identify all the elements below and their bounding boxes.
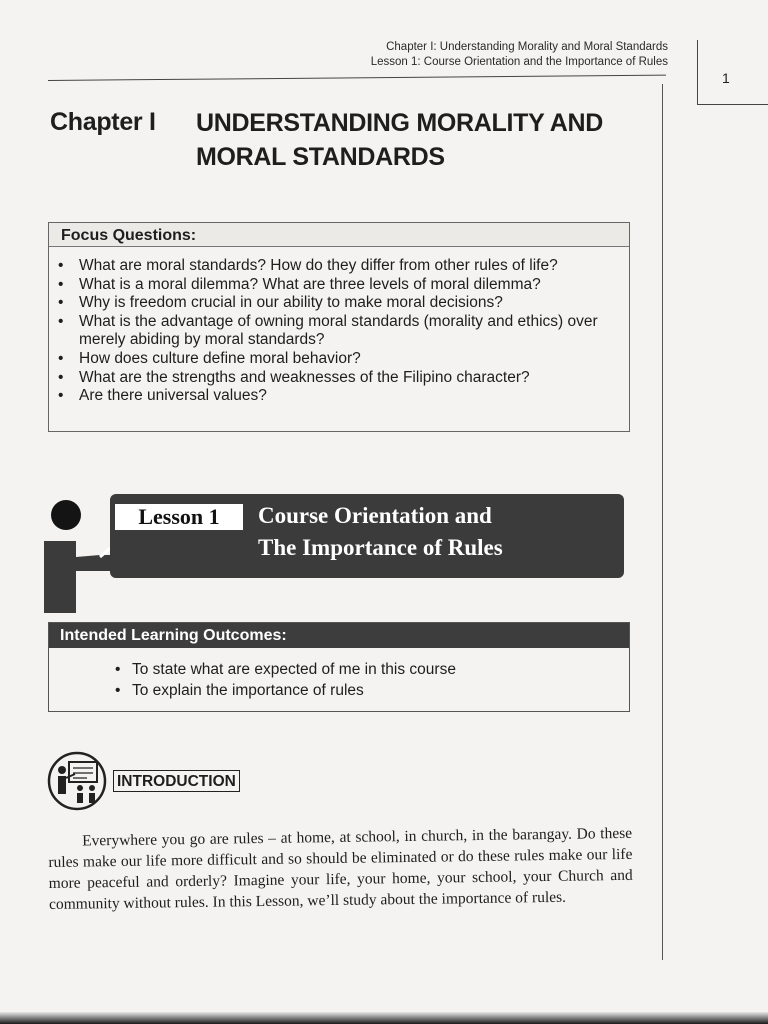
lesson-label: Lesson 1 bbox=[115, 504, 243, 530]
learning-outcomes-list bbox=[115, 659, 456, 701]
lesson-title-line-2: The Importance of Rules bbox=[258, 535, 503, 560]
introduction-label: INTRODUCTION bbox=[113, 770, 240, 792]
page-bottom-shadow bbox=[0, 1012, 768, 1024]
learning-outcome: • To explain the importance of rules bbox=[115, 680, 456, 701]
focus-question: • Why is freedom crucial in our ability to make moral decisions? bbox=[55, 294, 619, 313]
focus-questions-title: Focus Questions: bbox=[61, 227, 197, 244]
focus-questions-box bbox=[48, 222, 630, 432]
focus-questions-list bbox=[55, 257, 619, 406]
lesson-title-line-1: Course Orientation and bbox=[258, 503, 492, 528]
chapter-title-line-1: UNDERSTANDING MORALITY AND bbox=[196, 109, 604, 137]
running-header bbox=[248, 40, 668, 70]
learning-outcomes-header bbox=[49, 623, 629, 648]
focus-question: • What is a moral dilemma? What are three levels of moral dilemma? bbox=[55, 276, 619, 295]
focus-question: • How does culture define moral behavior? bbox=[55, 350, 619, 369]
running-header-lesson: Lesson 1: Course Orientation and the Importance of Rules bbox=[370, 56, 668, 68]
page-number-tab bbox=[697, 40, 768, 105]
focus-questions-header bbox=[49, 223, 629, 247]
learning-outcomes-box bbox=[48, 622, 630, 712]
learning-outcome: • To state what are expected of me in this course bbox=[115, 659, 456, 680]
right-rule bbox=[662, 84, 663, 960]
focus-question: • What are the strengths and weaknesses of the Filipino character? bbox=[55, 369, 619, 388]
chapter-title-line-2: MORAL STANDARDS bbox=[196, 143, 445, 171]
introduction-paragraph: Everywhere you go are rules – at home, at school, in church, in the barangay. Do these rules make our life more difficult and so should be eliminated or do these rules make our life more peaceful and orderly? Imagine your life, your home, your school, your Church and community without rules. In this Lesson, we’ll study about the importance of rules. bbox=[48, 824, 633, 913]
running-header-chapter: Chapter I: Understanding Morality and Moral Standards bbox=[386, 41, 668, 53]
page-number: 1 bbox=[722, 70, 730, 86]
top-rule bbox=[48, 75, 666, 81]
focus-question: • Are there universal values? bbox=[55, 387, 619, 406]
learning-outcomes-title: Intended Learning Outcomes: bbox=[60, 627, 287, 644]
focus-question: • What are moral standards? How do they differ from other rules of life? bbox=[55, 257, 619, 276]
classroom-icon bbox=[47, 750, 111, 812]
focus-question: • What is the advantage of owning moral standards (morality and ethics) over merely abiding by moral standards? bbox=[55, 313, 619, 350]
chapter-label: Chapter I bbox=[50, 108, 156, 136]
chapter-title bbox=[196, 106, 646, 174]
lesson-title bbox=[258, 500, 618, 564]
